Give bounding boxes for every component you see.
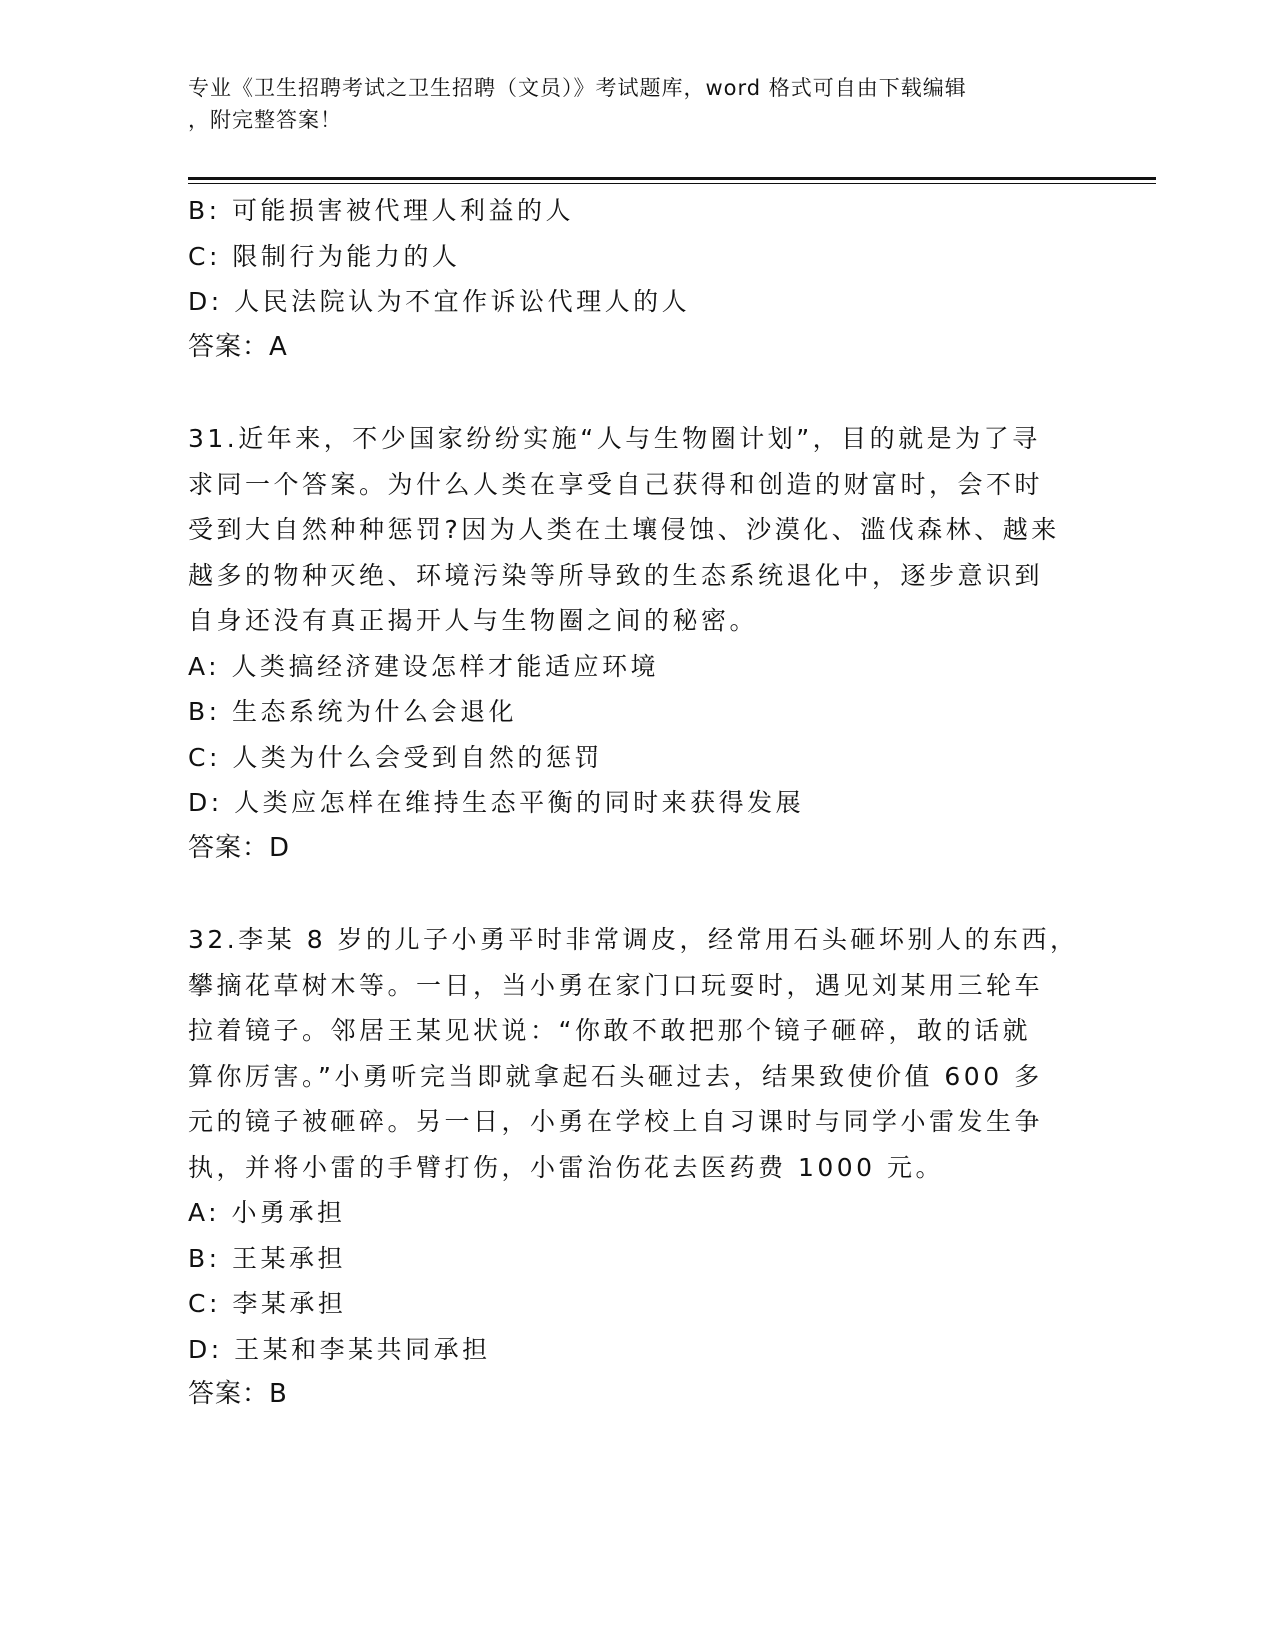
- option-c: C: 李某承担: [188, 1289, 347, 1318]
- question-line: 执，并将小雷的手臂打伤，小雷治伤花去医药费 1000 元。: [188, 1152, 945, 1182]
- spacer: [188, 871, 1088, 917]
- question-line: 自身还没有真正揭开人与生物圈之间的秘密。: [188, 606, 759, 635]
- question-31-block: [188, 416, 1088, 871]
- question-31-text: [188, 416, 1088, 644]
- option-d: D: 王某和李某共同承担: [188, 1334, 491, 1364]
- answer-line: 答案：D: [188, 832, 291, 863]
- document-body: [188, 188, 1088, 1418]
- question-line: 32.李某 8 岁的儿子小勇平时非常调皮，经常用石头砸坏别人的东西，: [188, 925, 1079, 954]
- option-b: B: 生态系统为什么会退化: [188, 697, 518, 726]
- option-b: B: 王某承担: [188, 1243, 347, 1273]
- question-line: 求同一个答案。为什么人类在享受自己获得和创造的财富时，会不时: [188, 469, 1044, 499]
- header-rule-thick: [188, 177, 1156, 180]
- spacer: [188, 370, 1088, 416]
- option-a: A: 人类搞经济建设怎样才能适应环境: [188, 651, 660, 681]
- question-line: 越多的物种灭绝、环境污染等所导致的生态系统退化中，逐步意识到: [188, 560, 1044, 590]
- document-header: [188, 72, 1078, 136]
- question-line: 攀摘花草树木等。一日，当小勇在家门口玩耍时，遇见刘某用三轮车: [188, 970, 1044, 1000]
- question-32-block: [188, 917, 1088, 1418]
- option-a: A: 小勇承担: [188, 1198, 346, 1227]
- option-d: D: 人类应怎样在维持生态平衡的同时来获得发展: [188, 788, 805, 817]
- question-line: 受到大自然种种惩罚?因为人类在土壤侵蚀、沙漠化、滥伐森林、越来: [188, 515, 1060, 544]
- question-32-text: [188, 917, 1088, 1190]
- question-line: 拉着镜子。邻居王某见状说：“你敢不敢把那个镜子砸碎，敢的话就: [188, 1016, 1031, 1045]
- header-line-2: ，附完整答案！: [188, 108, 342, 132]
- prev-question-block: [188, 188, 1088, 370]
- question-line: 31.近年来，不少国家纷纷实施“人与生物圈计划”，目的就是为了寻: [188, 424, 1041, 453]
- header-rule-thin: [188, 183, 1156, 184]
- option-c: C: 限制行为能力的人: [188, 241, 461, 271]
- answer-line: 答案：B: [188, 1379, 288, 1409]
- option-b: B: 可能损害被代理人利益的人: [188, 196, 575, 225]
- answer-line: 答案：A: [188, 331, 288, 362]
- option-d: D: 人民法院认为不宜作诉讼代理人的人: [188, 287, 691, 316]
- option-c: C: 人类为什么会受到自然的惩罚: [188, 742, 603, 772]
- question-line: 算你厉害。”小勇听完当即就拿起石头砸过去，结果致使价值 600 多: [188, 1061, 1043, 1091]
- header-line-1: 专业《卫生招聘考试之卫生招聘（文员）》考试题库，word 格式可自由下载编辑: [188, 76, 967, 100]
- question-line: 元的镜子被砸碎。另一日，小勇在学校上自习课时与同学小雷发生争: [188, 1107, 1044, 1136]
